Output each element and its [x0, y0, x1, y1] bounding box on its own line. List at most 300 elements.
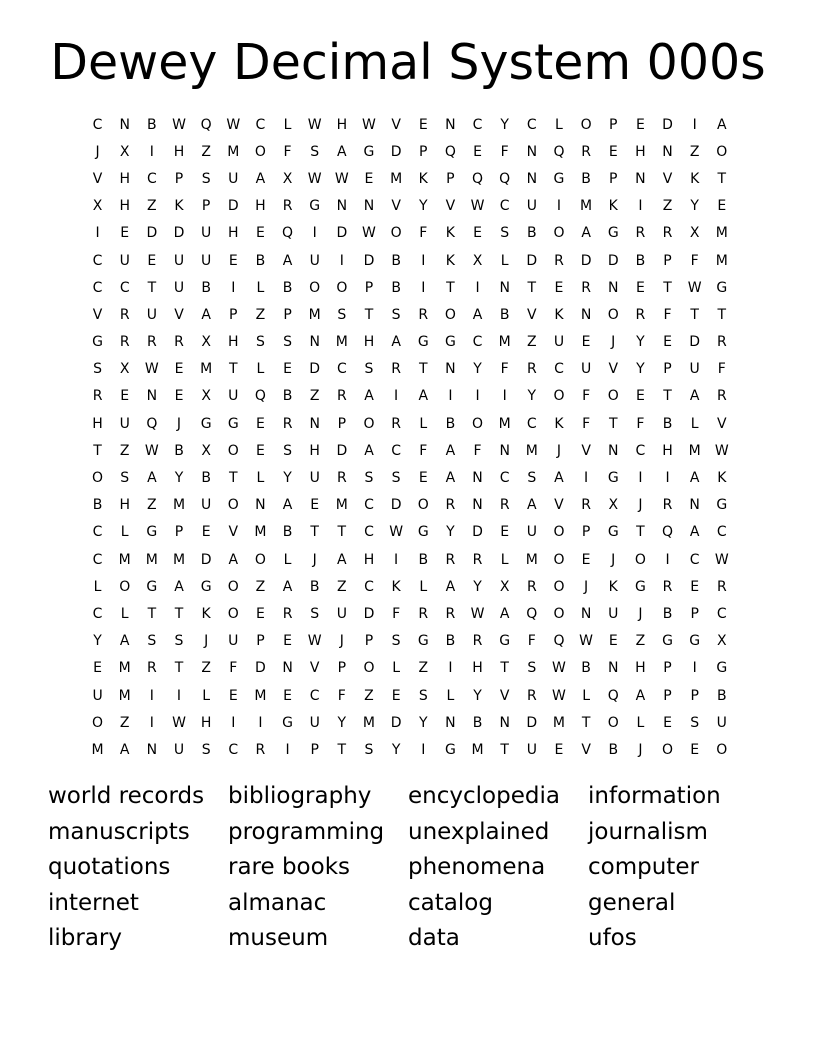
grid-letter[interactable]: W: [307, 116, 322, 133]
grid-letter[interactable]: U: [526, 741, 537, 758]
grid-letter[interactable]: C: [92, 279, 103, 296]
grid-letter[interactable]: W: [334, 170, 349, 187]
grid-letter[interactable]: M: [118, 660, 131, 677]
grid-letter[interactable]: E: [690, 578, 700, 595]
grid-letter[interactable]: O: [444, 306, 456, 323]
grid-letter[interactable]: P: [663, 252, 672, 269]
grid-letter[interactable]: B: [581, 170, 591, 187]
grid-letter[interactable]: W: [552, 687, 566, 704]
grid-letter[interactable]: L: [256, 279, 265, 296]
grid-letter[interactable]: C: [499, 470, 510, 487]
grid-letter[interactable]: Z: [119, 714, 130, 731]
grid-letter[interactable]: F: [419, 225, 428, 242]
grid-letter[interactable]: R: [92, 388, 103, 405]
grid-letter[interactable]: M: [471, 741, 484, 758]
grid-letter[interactable]: A: [228, 551, 239, 568]
grid-letter[interactable]: O: [607, 388, 619, 405]
grid-letter[interactable]: Q: [526, 605, 538, 622]
grid-letter[interactable]: D: [607, 252, 619, 269]
grid-letter[interactable]: E: [228, 252, 238, 269]
grid-letter[interactable]: I: [231, 279, 236, 296]
grid-letter[interactable]: V: [92, 306, 103, 323]
grid-letter[interactable]: G: [200, 578, 212, 595]
grid-letter[interactable]: C: [309, 687, 320, 704]
grid-letter[interactable]: F: [392, 605, 401, 622]
grid-letter[interactable]: N: [608, 442, 619, 459]
grid-letter[interactable]: I: [692, 116, 697, 133]
grid-letter[interactable]: N: [472, 470, 483, 487]
grid-letter[interactable]: A: [689, 524, 700, 541]
grid-letter[interactable]: N: [472, 497, 483, 514]
grid-letter[interactable]: W: [144, 442, 159, 459]
grid-letter[interactable]: T: [174, 660, 184, 677]
grid-letter[interactable]: L: [419, 415, 428, 432]
grid-letter[interactable]: D: [363, 605, 375, 622]
grid-letter[interactable]: G: [662, 633, 673, 650]
grid-letter[interactable]: C: [336, 361, 347, 378]
grid-letter[interactable]: Q: [200, 116, 212, 133]
grid-letter[interactable]: Y: [446, 524, 455, 541]
grid-letter[interactable]: K: [690, 170, 700, 187]
grid-letter[interactable]: W: [172, 714, 186, 731]
grid-letter[interactable]: A: [472, 306, 483, 323]
grid-letter[interactable]: B: [282, 279, 293, 296]
grid-letter[interactable]: T: [717, 170, 727, 187]
grid-letter[interactable]: H: [363, 551, 375, 568]
grid-letter[interactable]: P: [609, 170, 618, 187]
grid-letter[interactable]: Q: [472, 170, 484, 187]
grid-letter[interactable]: E: [174, 361, 184, 378]
grid-letter[interactable]: P: [690, 687, 699, 704]
grid-letter[interactable]: B: [499, 306, 510, 323]
grid-letter[interactable]: D: [689, 334, 701, 351]
grid-letter[interactable]: V: [445, 198, 456, 215]
grid-letter[interactable]: C: [526, 116, 537, 133]
grid-letter[interactable]: P: [663, 687, 672, 704]
grid-letter[interactable]: S: [364, 470, 374, 487]
grid-letter[interactable]: T: [500, 660, 509, 677]
grid-letter[interactable]: T: [717, 306, 727, 323]
grid-letter[interactable]: N: [309, 415, 320, 432]
grid-letter[interactable]: A: [527, 497, 537, 514]
grid-letter[interactable]: K: [445, 252, 455, 269]
grid-letter[interactable]: I: [421, 252, 426, 269]
grid-letter[interactable]: C: [255, 116, 266, 133]
grid-letter[interactable]: N: [146, 388, 158, 405]
grid-letter[interactable]: Z: [147, 198, 157, 215]
grid-letter[interactable]: W: [226, 116, 241, 133]
grid-letter[interactable]: A: [337, 143, 347, 160]
grid-letter[interactable]: U: [716, 714, 727, 731]
grid-letter[interactable]: G: [716, 660, 728, 677]
grid-letter[interactable]: A: [445, 442, 456, 459]
grid-letter[interactable]: J: [638, 605, 643, 622]
grid-letter[interactable]: M: [390, 170, 403, 187]
grid-letter[interactable]: E: [554, 279, 564, 296]
grid-letter[interactable]: U: [309, 470, 320, 487]
grid-letter[interactable]: O: [553, 578, 565, 595]
grid-letter[interactable]: C: [92, 116, 103, 133]
grid-letter[interactable]: W: [470, 198, 485, 215]
grid-letter[interactable]: S: [283, 442, 292, 459]
grid-letter[interactable]: T: [500, 741, 509, 758]
grid-letter[interactable]: F: [582, 388, 591, 405]
grid-letter[interactable]: X: [201, 442, 211, 459]
grid-letter[interactable]: J: [611, 334, 616, 351]
grid-letter[interactable]: O: [309, 279, 321, 296]
grid-letter[interactable]: Q: [254, 388, 266, 405]
grid-letter[interactable]: S: [364, 361, 374, 378]
grid-letter[interactable]: I: [394, 388, 399, 405]
grid-letter[interactable]: U: [228, 170, 239, 187]
grid-letter[interactable]: E: [201, 524, 211, 541]
grid-letter[interactable]: U: [173, 279, 185, 296]
grid-letter[interactable]: O: [254, 551, 266, 568]
grid-letter[interactable]: T: [93, 442, 102, 459]
grid-letter[interactable]: H: [472, 660, 483, 677]
grid-letter[interactable]: U: [201, 225, 212, 242]
grid-letter[interactable]: P: [174, 524, 184, 541]
grid-letter[interactable]: O: [553, 551, 565, 568]
grid-letter[interactable]: B: [309, 578, 320, 595]
grid-letter[interactable]: D: [580, 252, 592, 269]
grid-letter[interactable]: T: [337, 741, 347, 758]
grid-letter[interactable]: N: [445, 116, 456, 133]
grid-letter[interactable]: B: [255, 252, 266, 269]
grid-letter[interactable]: F: [337, 687, 346, 704]
grid-letter[interactable]: P: [229, 306, 238, 323]
grid-letter[interactable]: K: [201, 605, 211, 622]
grid-letter[interactable]: V: [499, 687, 510, 704]
grid-letter[interactable]: E: [283, 687, 292, 704]
grid-letter[interactable]: M: [335, 334, 348, 351]
grid-letter[interactable]: A: [418, 388, 429, 405]
grid-letter[interactable]: D: [390, 497, 402, 514]
grid-letter[interactable]: T: [636, 524, 645, 541]
grid-letter[interactable]: T: [581, 714, 591, 731]
grid-letter[interactable]: M: [498, 334, 511, 351]
grid-letter[interactable]: O: [92, 714, 104, 731]
grid-letter[interactable]: B: [717, 687, 727, 704]
grid-letter[interactable]: G: [716, 497, 728, 514]
grid-letter[interactable]: R: [635, 306, 646, 323]
grid-letter[interactable]: U: [553, 334, 565, 351]
grid-letter[interactable]: H: [363, 334, 375, 351]
grid-letter[interactable]: O: [119, 578, 131, 595]
grid-letter[interactable]: W: [307, 170, 322, 187]
grid-letter[interactable]: Y: [337, 714, 347, 731]
grid-letter[interactable]: I: [638, 198, 643, 215]
grid-letter[interactable]: G: [716, 279, 728, 296]
grid-letter[interactable]: G: [689, 633, 701, 650]
grid-letter[interactable]: K: [554, 306, 564, 323]
grid-letter[interactable]: V: [554, 497, 564, 514]
grid-letter[interactable]: W: [714, 442, 729, 459]
grid-letter[interactable]: U: [201, 497, 212, 514]
grid-letter[interactable]: P: [663, 660, 672, 677]
grid-letter[interactable]: G: [200, 415, 212, 432]
grid-letter[interactable]: U: [526, 198, 537, 215]
grid-letter[interactable]: W: [362, 116, 376, 133]
grid-letter[interactable]: Q: [607, 687, 619, 704]
grid-letter[interactable]: H: [92, 415, 103, 432]
grid-letter[interactable]: D: [336, 442, 348, 459]
grid-letter[interactable]: R: [499, 497, 510, 514]
grid-letter[interactable]: M: [227, 143, 240, 160]
grid-letter[interactable]: M: [715, 252, 728, 269]
grid-letter[interactable]: L: [500, 551, 509, 568]
grid-letter[interactable]: M: [172, 497, 186, 514]
grid-letter[interactable]: S: [527, 660, 537, 677]
grid-letter[interactable]: O: [716, 741, 728, 758]
grid-letter[interactable]: E: [120, 388, 130, 405]
grid-letter[interactable]: T: [310, 524, 319, 541]
grid-letter[interactable]: E: [500, 524, 510, 541]
grid-letter[interactable]: R: [282, 605, 293, 622]
grid-letter[interactable]: X: [201, 334, 211, 351]
grid-letter[interactable]: S: [93, 361, 103, 378]
grid-letter[interactable]: B: [282, 388, 293, 405]
grid-letter[interactable]: R: [581, 143, 591, 160]
grid-letter[interactable]: R: [472, 633, 483, 650]
grid-letter[interactable]: O: [417, 497, 429, 514]
grid-letter[interactable]: I: [339, 252, 344, 269]
grid-letter[interactable]: I: [448, 388, 453, 405]
grid-letter[interactable]: Y: [418, 198, 428, 215]
grid-letter[interactable]: R: [662, 578, 673, 595]
grid-letter[interactable]: M: [254, 687, 267, 704]
grid-letter[interactable]: I: [312, 225, 317, 242]
grid-letter[interactable]: X: [608, 497, 619, 514]
grid-letter[interactable]: M: [362, 714, 376, 731]
grid-letter[interactable]: B: [581, 660, 591, 677]
grid-letter[interactable]: E: [255, 605, 265, 622]
grid-letter[interactable]: X: [119, 143, 130, 160]
grid-letter[interactable]: C: [472, 116, 483, 133]
grid-letter[interactable]: F: [473, 442, 482, 459]
grid-letter[interactable]: Y: [500, 116, 509, 133]
grid-letter[interactable]: V: [608, 361, 619, 378]
grid-letter[interactable]: X: [92, 198, 103, 215]
grid-letter[interactable]: M: [552, 714, 565, 731]
grid-letter[interactable]: R: [336, 470, 347, 487]
grid-letter[interactable]: G: [309, 198, 321, 215]
grid-letter[interactable]: N: [580, 605, 592, 622]
grid-letter[interactable]: C: [228, 741, 239, 758]
grid-letter[interactable]: S: [174, 633, 184, 650]
grid-letter[interactable]: R: [336, 388, 347, 405]
grid-letter[interactable]: G: [444, 334, 456, 351]
grid-letter[interactable]: Z: [527, 334, 537, 351]
grid-letter[interactable]: R: [119, 306, 130, 323]
grid-letter[interactable]: R: [581, 497, 591, 514]
grid-letter[interactable]: R: [445, 497, 456, 514]
grid-letter[interactable]: D: [255, 660, 266, 677]
grid-letter[interactable]: O: [227, 578, 239, 595]
grid-letter[interactable]: S: [391, 633, 401, 650]
grid-letter[interactable]: R: [662, 497, 673, 514]
grid-letter[interactable]: B: [174, 442, 184, 459]
grid-letter[interactable]: L: [120, 605, 129, 622]
grid-letter[interactable]: Y: [690, 198, 699, 215]
grid-letter[interactable]: D: [662, 116, 673, 133]
grid-letter[interactable]: E: [608, 633, 618, 650]
grid-letter[interactable]: A: [717, 116, 727, 133]
grid-letter[interactable]: P: [310, 741, 319, 758]
grid-letter[interactable]: P: [337, 660, 347, 677]
grid-letter[interactable]: X: [689, 225, 700, 242]
grid-letter[interactable]: L: [419, 578, 428, 595]
grid-letter[interactable]: N: [608, 660, 619, 677]
grid-letter[interactable]: G: [607, 470, 619, 487]
grid-letter[interactable]: P: [364, 279, 374, 296]
grid-letter[interactable]: Y: [636, 334, 645, 351]
grid-letter[interactable]: R: [418, 306, 429, 323]
grid-letter[interactable]: J: [339, 633, 344, 650]
grid-letter[interactable]: E: [418, 116, 428, 133]
grid-letter[interactable]: D: [390, 714, 402, 731]
grid-letter[interactable]: A: [499, 605, 510, 622]
grid-letter[interactable]: P: [256, 633, 265, 650]
grid-letter[interactable]: W: [389, 524, 404, 541]
grid-letter[interactable]: E: [283, 633, 292, 650]
grid-letter[interactable]: O: [336, 279, 348, 296]
grid-letter[interactable]: T: [446, 279, 455, 296]
grid-letter[interactable]: V: [309, 660, 320, 677]
grid-letter[interactable]: M: [145, 551, 158, 568]
grid-letter[interactable]: T: [147, 605, 157, 622]
grid-letter[interactable]: L: [256, 361, 265, 378]
grid-letter[interactable]: R: [472, 551, 483, 568]
grid-letter[interactable]: U: [580, 361, 592, 378]
grid-letter[interactable]: P: [609, 116, 618, 133]
grid-letter[interactable]: M: [688, 442, 701, 459]
grid-letter[interactable]: R: [716, 334, 727, 351]
grid-letter[interactable]: L: [582, 687, 590, 704]
grid-letter[interactable]: N: [119, 116, 130, 133]
grid-letter[interactable]: A: [364, 442, 374, 459]
grid-letter[interactable]: M: [498, 415, 511, 432]
grid-letter[interactable]: A: [391, 334, 401, 351]
grid-letter[interactable]: I: [502, 388, 507, 405]
grid-letter[interactable]: K: [608, 578, 618, 595]
grid-letter[interactable]: B: [391, 279, 401, 296]
grid-letter[interactable]: L: [202, 687, 211, 704]
grid-letter[interactable]: B: [201, 279, 211, 296]
grid-letter[interactable]: M: [118, 687, 131, 704]
grid-letter[interactable]: S: [120, 470, 130, 487]
grid-letter[interactable]: X: [472, 252, 483, 269]
grid-letter[interactable]: R: [526, 361, 537, 378]
grid-letter[interactable]: T: [690, 306, 699, 323]
grid-letter[interactable]: L: [93, 578, 102, 595]
grid-letter[interactable]: F: [500, 361, 509, 378]
grid-letter[interactable]: I: [149, 143, 154, 160]
grid-letter[interactable]: Z: [364, 687, 374, 704]
grid-letter[interactable]: K: [174, 198, 184, 215]
grid-letter[interactable]: B: [282, 524, 293, 541]
grid-letter[interactable]: D: [472, 524, 483, 541]
grid-letter[interactable]: U: [309, 252, 320, 269]
grid-letter[interactable]: W: [172, 116, 186, 133]
grid-letter[interactable]: A: [635, 687, 646, 704]
grid-letter[interactable]: H: [336, 116, 348, 133]
grid-letter[interactable]: I: [394, 551, 399, 568]
grid-letter[interactable]: S: [255, 334, 265, 351]
grid-letter[interactable]: I: [176, 687, 182, 704]
grid-letter[interactable]: J: [312, 551, 317, 568]
grid-letter[interactable]: C: [92, 524, 103, 541]
grid-letter[interactable]: U: [201, 252, 212, 269]
grid-letter[interactable]: R: [716, 388, 727, 405]
grid-letter[interactable]: E: [418, 470, 428, 487]
grid-letter[interactable]: H: [309, 442, 320, 459]
grid-letter[interactable]: I: [475, 388, 480, 405]
grid-letter[interactable]: E: [690, 741, 700, 758]
grid-letter[interactable]: C: [146, 170, 157, 187]
grid-letter[interactable]: N: [499, 279, 510, 296]
grid-letter[interactable]: C: [92, 605, 103, 622]
grid-letter[interactable]: M: [525, 551, 538, 568]
grid-letter[interactable]: K: [717, 470, 727, 487]
grid-letter[interactable]: U: [336, 605, 347, 622]
grid-letter[interactable]: K: [554, 415, 564, 432]
grid-letter[interactable]: E: [255, 415, 265, 432]
grid-letter[interactable]: C: [92, 252, 103, 269]
grid-letter[interactable]: N: [499, 442, 510, 459]
grid-letter[interactable]: M: [715, 225, 728, 242]
grid-letter[interactable]: B: [418, 551, 429, 568]
grid-letter[interactable]: G: [417, 633, 429, 650]
grid-letter[interactable]: D: [363, 252, 375, 269]
grid-letter[interactable]: Y: [174, 470, 184, 487]
grid-letter[interactable]: C: [526, 415, 537, 432]
grid-letter[interactable]: G: [553, 170, 565, 187]
grid-letter[interactable]: G: [607, 524, 619, 541]
grid-letter[interactable]: V: [174, 306, 184, 323]
grid-letter[interactable]: N: [309, 334, 320, 351]
grid-letter[interactable]: E: [391, 687, 401, 704]
grid-letter[interactable]: O: [363, 660, 375, 677]
grid-letter[interactable]: E: [663, 714, 672, 731]
grid-letter[interactable]: N: [689, 497, 700, 514]
grid-letter[interactable]: O: [553, 524, 565, 541]
grid-letter[interactable]: E: [310, 497, 320, 514]
grid-letter[interactable]: A: [445, 470, 456, 487]
grid-letter[interactable]: O: [92, 470, 104, 487]
grid-letter[interactable]: U: [119, 252, 130, 269]
grid-letter[interactable]: B: [445, 633, 456, 650]
grid-letter[interactable]: G: [417, 334, 429, 351]
grid-letter[interactable]: C: [554, 361, 564, 378]
grid-letter[interactable]: S: [391, 306, 401, 323]
grid-letter[interactable]: H: [200, 714, 212, 731]
grid-letter[interactable]: R: [554, 252, 564, 269]
grid-letter[interactable]: P: [364, 633, 374, 650]
grid-letter[interactable]: Y: [636, 361, 645, 378]
grid-letter[interactable]: P: [201, 198, 211, 215]
grid-letter[interactable]: I: [665, 470, 670, 487]
grid-letter[interactable]: D: [227, 198, 239, 215]
grid-letter[interactable]: R: [445, 551, 456, 568]
grid-letter[interactable]: A: [689, 388, 700, 405]
grid-letter[interactable]: J: [584, 578, 589, 595]
grid-letter[interactable]: L: [446, 687, 455, 704]
grid-letter[interactable]: F: [690, 252, 699, 269]
grid-letter[interactable]: R: [716, 578, 727, 595]
grid-letter[interactable]: G: [363, 143, 375, 160]
grid-letter[interactable]: E: [473, 143, 482, 160]
